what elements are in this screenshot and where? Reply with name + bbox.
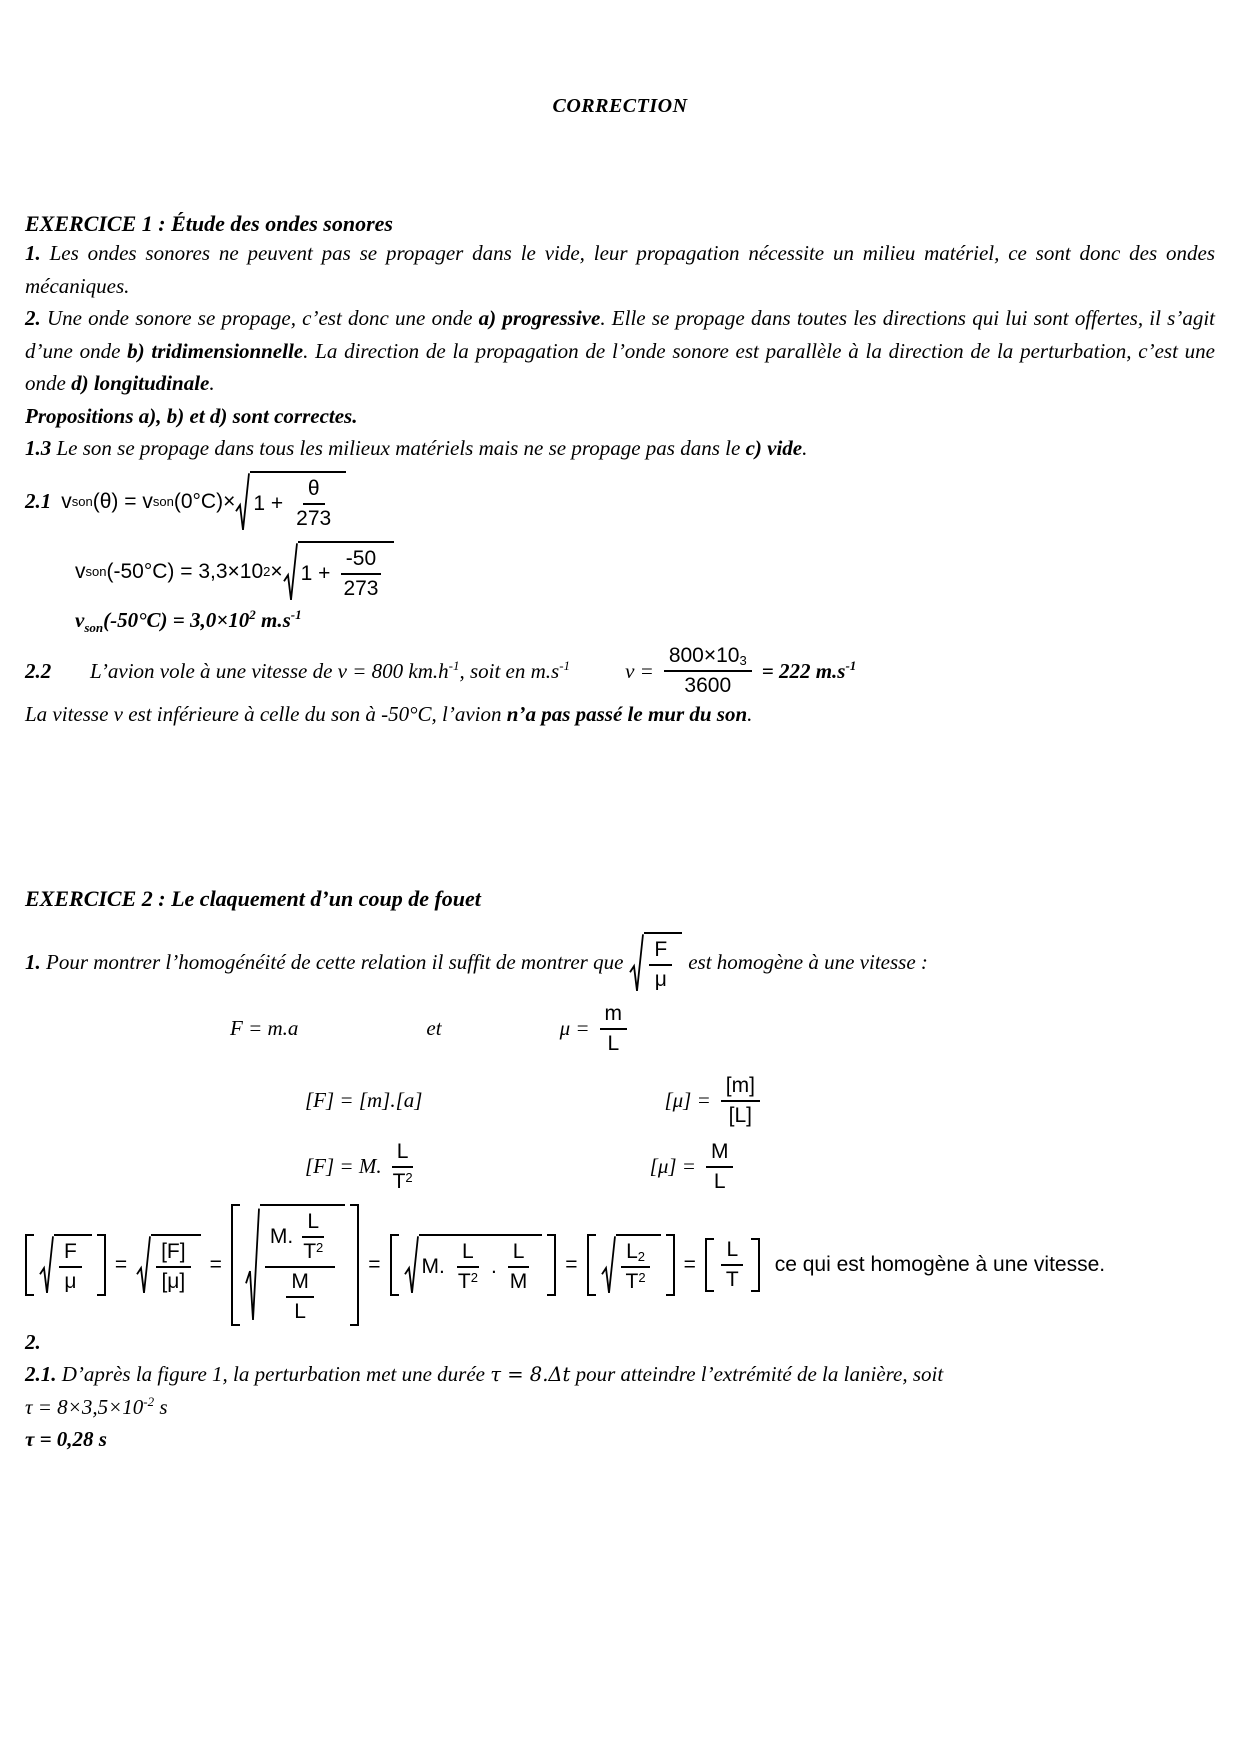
radicand-text: 1 + <box>300 561 331 585</box>
square-root <box>283 541 394 603</box>
right-bracket <box>547 1234 556 1296</box>
dot-operator: . <box>490 1254 497 1278</box>
propositions-line: Propositions a), b) et d) sont correctes. <box>25 403 358 428</box>
answer-2-text-2: . Elle se propage dans toutes les directions qui lui sont offertes, il s’agit d’une onde <box>25 306 1216 363</box>
fraction-m-L <box>600 1002 628 1056</box>
fraction-denominator: M <box>509 1269 528 1293</box>
fraction-L-T2 <box>453 1240 483 1294</box>
fraction-L2-T2 <box>621 1240 651 1294</box>
conclusion-period: . <box>747 702 753 727</box>
radical-icon <box>283 541 298 603</box>
fraction-numerator: F <box>59 1240 82 1268</box>
question-2-2-label: 2.2 <box>25 658 52 683</box>
fraction-numerator: θ <box>303 477 325 505</box>
fraction-denominator: L <box>294 1299 306 1323</box>
answer-2-number: 2. <box>25 306 41 331</box>
exponent-2: 2 <box>405 1169 413 1185</box>
fraction-numerator: L <box>721 1238 743 1266</box>
fraction-denominator: μ <box>64 1269 77 1293</box>
numerator-row <box>270 1210 330 1264</box>
square-root <box>404 1234 543 1296</box>
equals-sign: = <box>565 1252 578 1276</box>
bracket-term-1 <box>25 1234 106 1296</box>
conclusion-line <box>25 698 1215 731</box>
radical-icon <box>136 1234 151 1296</box>
answer-1-3-bold-vide: c) vide <box>745 436 803 461</box>
M-dot: M. <box>269 1224 294 1248</box>
fraction-numerator: L <box>302 1210 324 1238</box>
fraction-theta-273 <box>291 477 336 531</box>
fraction-F-mu <box>59 1240 82 1294</box>
question-2-2-row <box>25 644 1215 698</box>
right-bracket <box>666 1234 675 1296</box>
fraction-denominator: L <box>713 1169 726 1193</box>
fraction-denominator <box>279 1268 321 1324</box>
radicand <box>298 541 394 603</box>
v-equals: v = <box>625 658 654 683</box>
avion-text-2: , soit en m.s <box>459 659 560 684</box>
exponent-2: 2 <box>316 1239 324 1255</box>
tau-calculation-text: τ = 8×3,5×10 <box>25 1394 144 1419</box>
answer-2-text-4: . <box>209 371 215 396</box>
square-root <box>235 471 346 533</box>
mu-equals: [μ] = <box>649 1154 696 1179</box>
square-root <box>601 1234 661 1296</box>
equals-sign: = <box>683 1252 696 1276</box>
left-bracket <box>705 1238 714 1292</box>
exponent-3: 3 <box>739 653 747 669</box>
radical-icon <box>39 1234 54 1296</box>
answer-1-number: 1. <box>25 241 41 265</box>
fraction-numerator: L <box>457 1240 479 1268</box>
fraction-numerator <box>664 644 752 672</box>
radicand <box>151 1234 201 1296</box>
fraction-numerator: M <box>706 1140 734 1168</box>
fraction-denominator <box>388 1168 418 1194</box>
nested-big-fraction <box>265 1210 335 1324</box>
exponent-minus1: -1 <box>559 658 571 674</box>
right-bracket <box>751 1238 760 1292</box>
section-2-number: 2. <box>25 1329 41 1354</box>
radical-icon <box>245 1204 260 1326</box>
times-sign: × <box>270 559 283 583</box>
equals-sign: = <box>368 1252 381 1276</box>
dimension-mu-developed <box>650 1140 736 1194</box>
fraction-denominator: 3600 <box>684 674 732 698</box>
fraction-numerator: -50 <box>341 547 381 575</box>
tau-unit: s <box>154 1394 168 1419</box>
fraction-denominator: μ <box>654 967 667 991</box>
M-dot: M. <box>421 1254 445 1278</box>
speed-result-text: = 222 m.s <box>761 659 846 684</box>
result-formula <box>75 607 302 636</box>
radical-icon <box>235 471 250 533</box>
fraction-numerator: F <box>649 938 672 966</box>
answer-2-bold-longitudinale: d) longitudinale <box>71 371 210 396</box>
dimension-force-developed <box>305 1140 420 1194</box>
homogeneity-equation <box>25 1204 1215 1326</box>
right-bracket <box>97 1234 106 1296</box>
fraction-F-mu <box>649 938 672 992</box>
answer-2-1-paragraph <box>25 1358 1215 1391</box>
right-bracket <box>350 1204 359 1326</box>
square-root <box>245 1204 345 1326</box>
exponent-2: 2 <box>249 606 256 622</box>
vson-subscript: son <box>85 564 107 580</box>
radical-icon <box>629 932 644 994</box>
document-title: CORRECTION <box>552 95 688 117</box>
result-vson-line <box>75 607 1215 636</box>
tau-result-line: τ = 0,28 s <box>25 1427 107 1452</box>
vson-symbol: v <box>75 559 86 583</box>
fraction-denominator <box>298 1238 328 1264</box>
fraction-numerator <box>621 1240 650 1268</box>
bracket-term-6 <box>705 1238 760 1292</box>
answer-2-bold-tridimensionnelle: b) tridimensionnelle <box>127 338 304 363</box>
left-bracket <box>25 1234 34 1296</box>
numerator-base: L <box>626 1239 638 1263</box>
fraction-numerator: m <box>600 1002 628 1030</box>
mu-relation <box>560 1002 629 1056</box>
answer-1-paragraph <box>25 237 1215 302</box>
fraction-denominator: T <box>725 1267 739 1291</box>
fraction-L-M <box>505 1240 533 1294</box>
ex2-answer-1-line <box>25 932 1215 994</box>
left-bracket <box>390 1234 399 1296</box>
vson-theta-formula <box>61 471 346 533</box>
answer-1-text: Les ondes sonores ne peuvent pas se propager dans le vide, leur propagation nécessite un milieu matériel, ce sont donc des ondes mécaniques. <box>25 241 1215 298</box>
fraction-denominator <box>621 1268 651 1294</box>
fraction-denominator: [L] <box>728 1103 753 1127</box>
square-root <box>39 1234 92 1296</box>
vson-symbol: v <box>75 607 85 632</box>
radical-icon <box>404 1234 419 1296</box>
avion-text-1: L’avion vole à une vitesse de v = 800 km.h <box>90 659 449 684</box>
mu-equals: [μ] = <box>664 1088 711 1113</box>
answer-2-1-text-1: D’après la figure 1, la perturbation met une durée <box>56 1362 491 1387</box>
ex2-answer-1-lead <box>25 950 623 975</box>
fraction-L-T2 <box>298 1210 328 1264</box>
ex2-answer-1-number: 1. <box>25 950 41 975</box>
denominator-base: T <box>625 1269 639 1293</box>
bracket-term-5 <box>587 1234 675 1296</box>
relation-row-1 <box>230 1002 1215 1056</box>
radicand <box>54 1234 92 1296</box>
fraction-numerator: [m] <box>721 1074 760 1102</box>
equation-vson-minus50 <box>75 541 1215 603</box>
sqrt-F-over-mu <box>629 932 682 994</box>
answer-1-3-period: . <box>802 436 808 461</box>
radicand-text: 1 + <box>253 491 284 515</box>
fraction-denominator: L <box>607 1031 620 1055</box>
bracket-term-3 <box>231 1204 359 1326</box>
vson-subscript: son <box>71 494 93 510</box>
dimension-force-lead: [F] = M. <box>305 1154 382 1179</box>
radicand <box>644 932 682 994</box>
vson-zero-celsius: (0°C)× <box>173 489 236 513</box>
speed-result <box>762 658 857 684</box>
radical-icon <box>601 1234 616 1296</box>
denominator-base: T <box>457 1269 471 1293</box>
denominator-base: T <box>303 1239 317 1263</box>
exercise1-heading: EXERCICE 1 : Étude des ondes sonores <box>25 211 393 236</box>
equals-sign: = <box>114 1252 128 1276</box>
answer-1-3-paragraph <box>25 432 1215 465</box>
conclusion-text-1: La vitesse v est inférieure à celle du son à -50°C, l’avion <box>25 702 507 727</box>
ex2-answer-1-text-2: est homogène à une vitesse : <box>688 950 928 975</box>
relation-row-3 <box>305 1140 1215 1194</box>
square-root-term-2 <box>136 1234 201 1296</box>
exponent-2: 2 <box>637 1248 646 1264</box>
radicand <box>250 471 346 533</box>
homogeneity-conclusion: ce qui est homogène à une vitesse. <box>774 1252 1106 1276</box>
fraction-numerator: M <box>286 1270 314 1298</box>
fraction-L-T <box>721 1238 744 1292</box>
ex2-answer-1-text-1: Pour montrer l’homogénéité de cette relation il suffit de montrer que <box>40 950 624 975</box>
speed-conversion-formula <box>625 644 856 698</box>
fraction-numerator: L <box>508 1240 530 1268</box>
answer-2-1-text-2: pour atteindre l’extrémité de la lanière, soit <box>570 1362 944 1387</box>
mu-equals: μ = <box>559 1016 590 1041</box>
dimension-force: [F] = [m].[a] <box>305 1088 423 1113</box>
question-2-2-text <box>90 658 570 684</box>
fraction-denominator: 273 <box>343 576 379 600</box>
answer-2-paragraph <box>25 302 1215 400</box>
exponent-2: 2 <box>470 1269 478 1285</box>
dimension-mu <box>664 1074 761 1128</box>
equation-label-2-1: 2.1 <box>25 489 52 514</box>
fraction-minus50-273 <box>338 547 383 601</box>
exponent-minus1: -1 <box>845 658 857 674</box>
et-word: et <box>426 1016 442 1041</box>
vson-symbol: v <box>61 489 72 513</box>
fraction-numerator: [F] <box>156 1240 191 1268</box>
denominator-base: T <box>392 1169 406 1193</box>
answer-1-3-number: 1.3 <box>25 436 52 461</box>
exponent-2: 2 <box>638 1269 646 1285</box>
vson-theta-mid: (θ) = v <box>92 489 153 513</box>
radicand <box>616 1234 661 1296</box>
fraction-L-T2 <box>388 1140 418 1194</box>
fraction-bm-bL <box>721 1074 760 1128</box>
exponent-minus1: -1 <box>448 658 460 674</box>
answer-2-1-number: 2.1. <box>25 1362 57 1387</box>
fraction-800e3-3600 <box>664 644 752 698</box>
exponent-minus2: -2 <box>143 1393 155 1409</box>
fraction-denominator: 273 <box>296 506 332 530</box>
numerator-text: 800×10 <box>668 644 740 668</box>
exponent-2: 2 <box>263 564 271 580</box>
left-bracket <box>231 1204 240 1326</box>
tau-calculation-line <box>25 1391 1215 1424</box>
result-unit: m.s <box>255 607 291 632</box>
answer-1-3-text: Le son se propage dans tous les milieux matériels mais ne se propage pas dans le <box>51 436 746 461</box>
fraction-bF-bmu <box>156 1240 191 1294</box>
fraction-denominator <box>453 1268 483 1294</box>
answer-2-bold-progressive: a) progressive <box>478 306 601 331</box>
exercise2-heading: EXERCICE 2 : Le claquement d’un coup de fouet <box>25 885 481 911</box>
fraction-M-L <box>286 1270 314 1324</box>
fraction-M-L <box>706 1140 734 1194</box>
left-bracket <box>587 1234 596 1296</box>
fraction-numerator: L <box>392 1140 414 1168</box>
vson-minus50-mid: (-50°C) = 3,3×10 <box>106 559 264 583</box>
relation-row-2 <box>305 1074 1215 1128</box>
fraction-denominator: [μ] <box>161 1269 186 1293</box>
fraction-numerator <box>265 1210 335 1268</box>
result-value: (-50°C) = 3,0×10 <box>103 607 250 632</box>
radicand <box>260 1204 345 1326</box>
equation-vson-theta <box>25 471 1215 533</box>
answer-2-text-3: . La direction de la propagation de l’onde sonore est parallèle à la direction de la perturbation, c’est une onde <box>25 338 1215 396</box>
vson-subscript-2: son <box>152 494 174 510</box>
bracket-term-4 <box>390 1234 557 1296</box>
force-relation: F = m.a <box>230 1016 299 1041</box>
exponent-minus1: -1 <box>290 606 302 622</box>
tau-relation: τ = 8.Δt <box>490 1363 571 1387</box>
vson-minus50-formula <box>75 541 394 603</box>
equals-sign: = <box>209 1252 222 1276</box>
answer-2-text-1: Une onde sonore se propage, c’est donc une onde <box>40 306 479 331</box>
radicand <box>419 1234 543 1296</box>
conclusion-bold: n’a pas passé le mur du son <box>506 702 748 727</box>
vson-subscript: son <box>84 620 104 636</box>
